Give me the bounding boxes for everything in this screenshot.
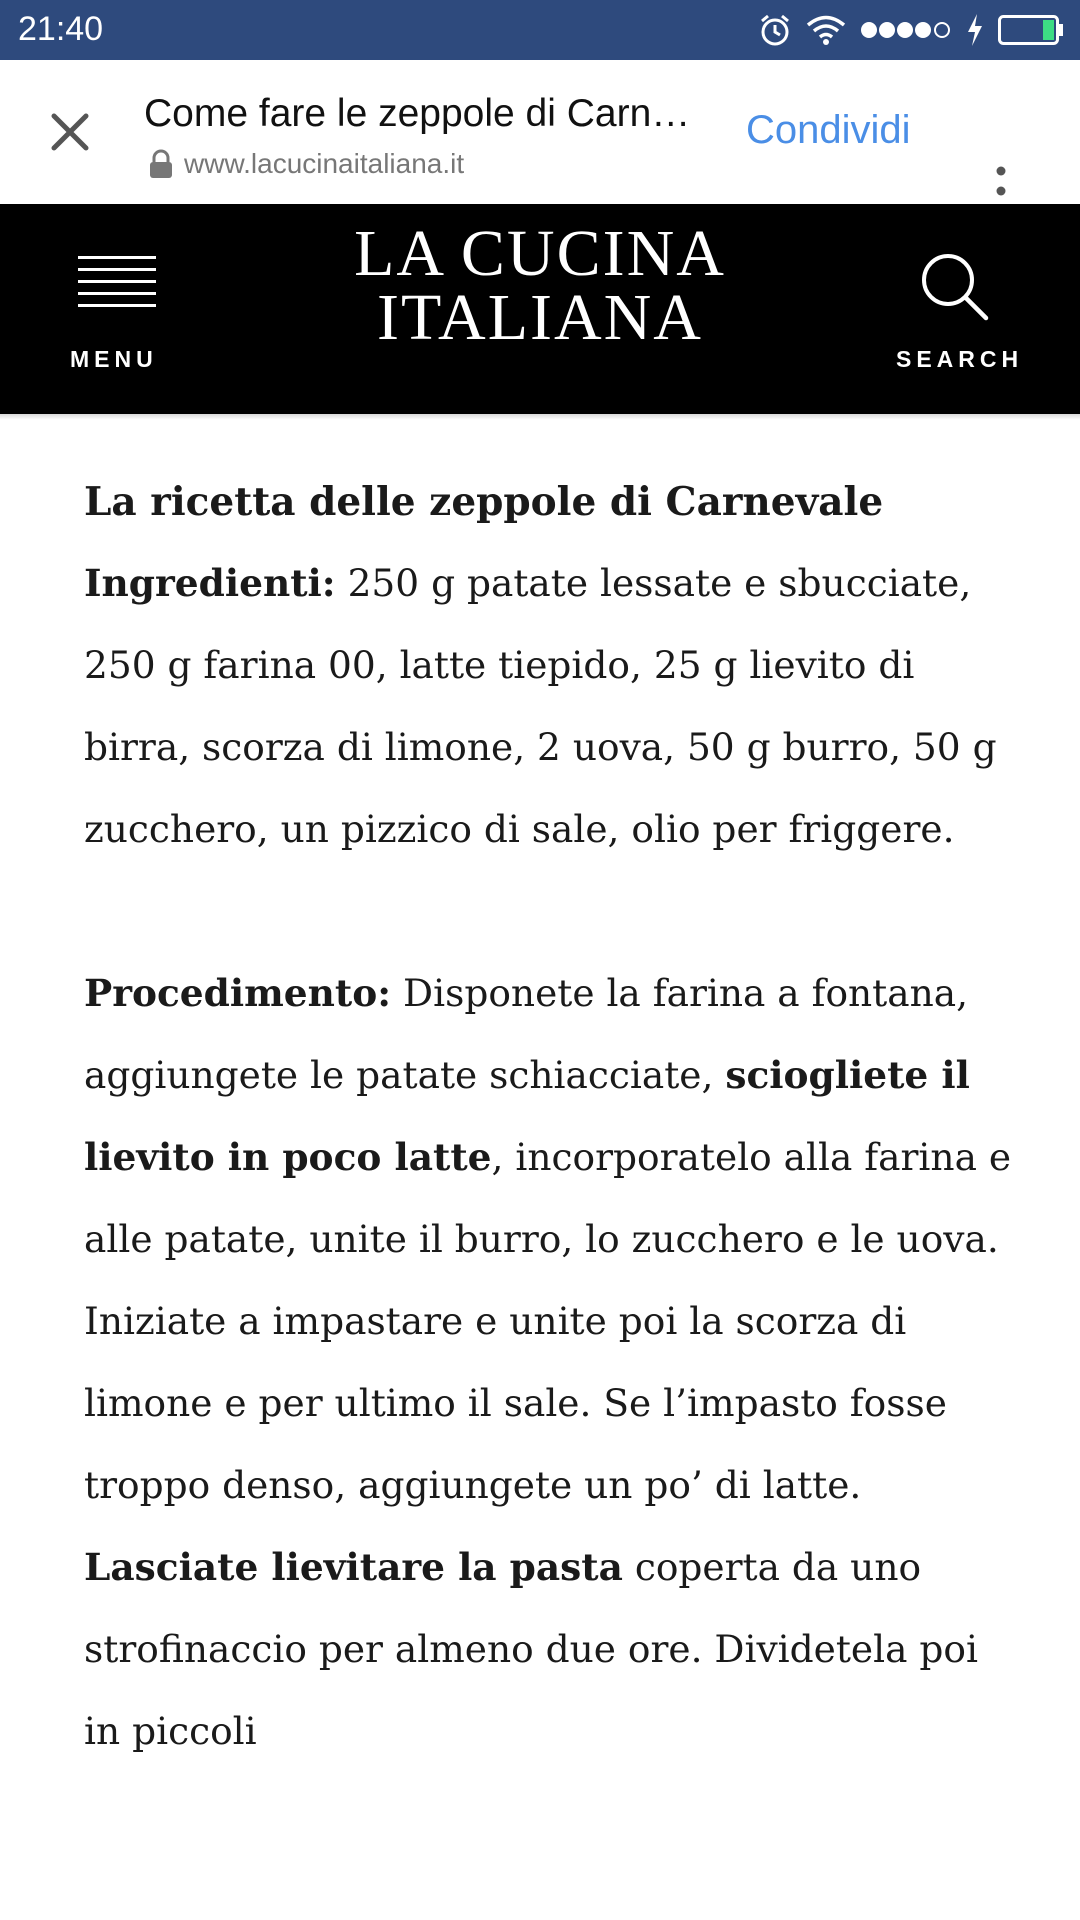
url-row bbox=[148, 148, 464, 180]
status-time: 21:40 bbox=[18, 10, 104, 48]
lock-icon bbox=[148, 149, 174, 179]
procedure-text-1: Disponete la farina a fontana, aggiungete le patate schiacciate, bbox=[84, 971, 969, 1097]
recipe-heading: La ricetta delle zeppole di Carnevale bbox=[84, 479, 884, 525]
page-title: Come fare le zeppole di Carn… bbox=[144, 92, 691, 135]
paragraph-spacer bbox=[84, 870, 1014, 952]
search-icon bbox=[918, 250, 990, 322]
page-url: www.lacucinaitaliana.it bbox=[184, 148, 465, 179]
search-label: SEARCH bbox=[896, 346, 1024, 372]
menu-button[interactable] bbox=[70, 254, 170, 374]
hamburger-icon bbox=[78, 256, 156, 310]
share-button[interactable]: Condividi bbox=[746, 108, 911, 152]
procedure-paragraph bbox=[84, 952, 1014, 1772]
procedure-text-2: , incorporatelo alla farina e alle patate, unite il burro, lo zucchero e le uova. Iniziate a impastare e unite poi la scorza di limone e per ultimo il sale. Se l’impasto fosse troppo denso, aggiungete un po’ di latte. bbox=[84, 1135, 1012, 1507]
signal-dots-icon bbox=[860, 20, 952, 40]
site-header bbox=[0, 204, 1080, 414]
brand-line-1: LA CUCINA bbox=[354, 217, 726, 290]
battery-icon bbox=[998, 15, 1064, 45]
brand-line-2: ITALIANA bbox=[377, 281, 703, 354]
site-logo[interactable] bbox=[280, 217, 800, 354]
charging-icon bbox=[966, 14, 984, 46]
header-shadow bbox=[0, 414, 1080, 420]
article-body bbox=[84, 462, 1014, 1772]
status-bar bbox=[0, 0, 1080, 60]
close-icon bbox=[44, 106, 96, 158]
search-button[interactable] bbox=[890, 250, 1030, 380]
ingredients-label: Ingredienti: bbox=[84, 561, 336, 605]
close-button[interactable] bbox=[44, 106, 96, 158]
menu-label: MENU bbox=[70, 346, 158, 372]
procedure-label: Procedimento: bbox=[84, 971, 392, 1015]
ingredients-text: 250 g patate lessate e sbucciate, 250 g farina 00, latte tiepido, 25 g lievito di birra, scorza di limone, 2 uova, 50 g burro, 50 g zucchero, un pizzico di sale, olio per friggere. bbox=[84, 561, 997, 851]
custom-tab-toolbar bbox=[0, 60, 1080, 204]
ingredients-paragraph bbox=[84, 542, 1014, 870]
wifi-icon bbox=[806, 14, 846, 46]
procedure-text-3: coperta da uno strofinaccio per almeno due ore. Dividetela poi in piccoli bbox=[84, 1545, 978, 1753]
procedure-bold-2: Lasciate lievitare la pasta bbox=[84, 1545, 623, 1589]
alarm-icon bbox=[758, 13, 792, 47]
status-icons bbox=[758, 10, 1064, 50]
procedure-bold-1: sciogliete il lievito in poco latte bbox=[84, 1053, 970, 1179]
